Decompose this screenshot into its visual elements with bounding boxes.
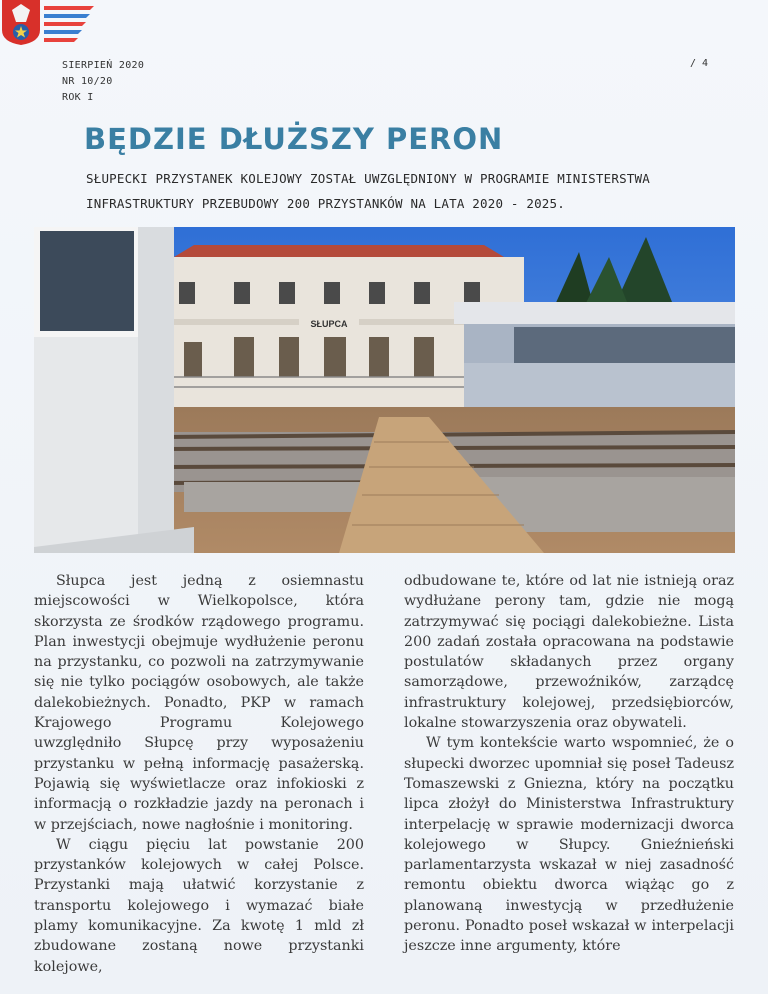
subtitle-line: INFRASTRUKTURY PRZEBUDOWY 200 PRZYSTANKÓW NA LATA 2020 - 2025. [86, 196, 565, 211]
article-subtitle [86, 166, 726, 216]
issue-date: SIERPIEŃ 2020 [62, 60, 145, 71]
paragraph: odbudowane te, które od lat nie istnieją oraz wydłużane perony tam, gdzie nie mogą zatrzymywać się pociągi dalekobieżne. Lista 200 zadań została opracowana na podstawie postulatów składanych przez organy samorządowe, przewoźników, zarządcę infrastruktury kolejowej, przedsiębiorców, lokalne stowarzyszenia oraz obywateli. [404, 573, 734, 732]
paragraph: Słupca jest jedną z osiemnastu miejscowości w Wielkopolsce, która skorzysta ze środków rządowego programu. Plan inwestycji obejmuje wydłużenie peronu na przystanku, co pozwoli na zatrzymywanie się nie tylko pociągów osobowych, ale także dalekobieżnych. Ponadto, PKP w ramach Krajowego Programu Kolejowego uwzględniło Słupcę przy wyposażeniu przystanku w pełną informację pasażerską. Pojawią się wyświetlacze oraz infokioski z informacją o rozkładzie jazdy na peronach i w przejściach, nowe nagłośnie i monitoring. [34, 573, 364, 833]
station-photo [34, 227, 735, 553]
article-column-left [34, 571, 364, 977]
subtitle-line: SŁUPECKI PRZYSTANEK KOLEJOWY ZOSTAŁ UWZGLĘDNIONY W PROGRAMIE MINISTERSTWA [86, 171, 650, 186]
article-column-right [404, 571, 734, 957]
paragraph: W ciągu pięciu lat powstanie 200 przystanków kolejowych w całej Polsce. Przystanki mają ułatwić korzystanie z transportu kolejowego i wymazać białe plamy komunikacyjne. Za kwotę 1 mld zł zbudowane zostaną nowe przystanki kolejowe, [34, 836, 364, 975]
coat-of-arms-icon [0, 0, 96, 46]
issue-year: ROK I [62, 92, 94, 103]
issue-number: NR 10/20 [62, 76, 113, 87]
issue-meta [62, 58, 144, 106]
article-title: BĘDZIE DŁUŻSZY PERON [84, 122, 504, 156]
logo [0, 0, 96, 46]
page-number: / 4 [690, 58, 709, 69]
paragraph: W tym kontekście warto wspomnieć, że o słupecki dworzec upomniał się poseł Tadeusz Tomaszewski z Gniezna, który na początku lipca złożył do Ministerstwa Infrastruktury interpelację w sprawie modernizacji dworca kolejowego w Słupcy. Gnieźnieński parlamentarzysta wskazał w niej zasadność remontu obiektu dworca wiążąc go z planowaną inwestycją w przedłużenie peronu. Ponadto poseł wskazał w interpelacji jeszcze inne argumenty, które [404, 735, 734, 955]
station-sign: SŁUPCA [310, 319, 348, 329]
